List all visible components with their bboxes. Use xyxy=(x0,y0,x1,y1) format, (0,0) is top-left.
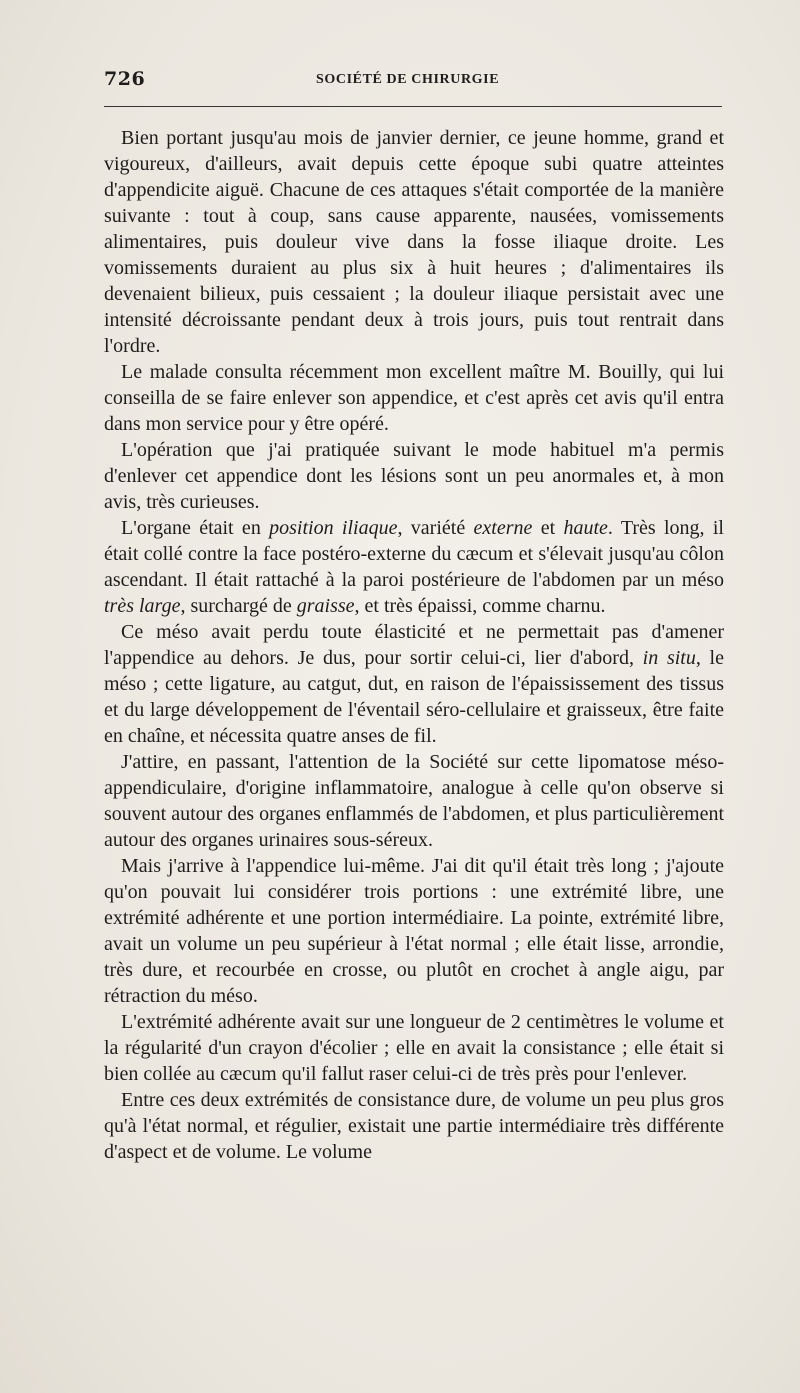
paragraph xyxy=(104,125,724,359)
paragraph xyxy=(104,619,724,749)
page-header xyxy=(104,68,722,92)
paragraph xyxy=(104,359,724,437)
text-run: Le malade consulta récemment mon excellent maître M. Bouilly, qui lui conseilla de se faire enlever son appendice, et c'est après cet avis qu'il entra dans mon service pour y être opéré. xyxy=(104,361,724,435)
paragraph xyxy=(104,1009,724,1087)
paragraph xyxy=(104,749,724,853)
text-run: , surchargé de xyxy=(180,595,297,617)
text-run: , et très épaissi, comme charnu. xyxy=(354,595,606,617)
text-run: , variété xyxy=(397,517,474,539)
body-text xyxy=(104,125,724,1165)
paragraph xyxy=(104,1087,724,1165)
paragraph xyxy=(104,853,724,1009)
text-run: Entre ces deux extrémités de consistance dure, de volume un peu plus gros qu'à l'état normal, et régulier, existait une partie intermédiaire très différente d'aspect et de volume. Le volume xyxy=(104,1089,724,1163)
text-run: Mais j'arrive à l'appendice lui-même. J'ai dit qu'il était très long ; j'ajoute qu'on pouvait lui considérer trois portions : une extrémité libre, une extrémité adhérente et une portion intermédiaire. La pointe, extrémité libre, avait un volume un peu supérieur à l'état normal ; elle était lisse, arrondie, très dure, et recourbée en crosse, ou plutôt en crochet à angle aigu, par rétraction du méso. xyxy=(104,855,724,1007)
page-number: 726 xyxy=(104,68,146,90)
italic-text: haute xyxy=(563,517,608,539)
italic-text: position iliaque xyxy=(269,517,398,539)
header-rule xyxy=(104,106,722,107)
italic-text: externe xyxy=(473,517,533,539)
text-run: L'opération que j'ai pratiquée suivant le mode habituel m'a permis d'enlever cet appendice dont les lésions sont un peu anormales et, à mon avis, très curieuses. xyxy=(104,439,724,513)
text-run: et xyxy=(532,517,564,539)
text-run: . Très long, il était collé contre la face postéro-externe du cæcum et s'élevait jusqu'au côlon ascendant. Il était rattaché à la paroi postérieure de l'abdomen par un méso xyxy=(104,517,724,591)
italic-text: in situ xyxy=(642,647,696,669)
running-title: SOCIÉTÉ DE CHIRURGIE xyxy=(316,72,500,87)
paragraph xyxy=(104,437,724,515)
text-run: J'attire, en passant, l'attention de la Société sur cette lipomatose méso-appendiculaire, d'origine inflammatoire, analogue à celle qu'on observe si souvent autour des organes enflammés de l'abdomen, et plus particulièrement autour des organes urinaires sous-séreux. xyxy=(104,751,724,851)
text-run: L'extrémité adhérente avait sur une longueur de 2 centimètres le volume et la régularité d'un crayon d'écolier ; elle en avait la consistance ; elle était si bien collée au cæcum qu'il fallut raser celui-ci de très près pour l'enlever. xyxy=(104,1011,724,1085)
text-run: L'organe était en xyxy=(121,517,270,539)
italic-text: très large xyxy=(104,595,181,617)
italic-text: graisse xyxy=(296,595,355,617)
paragraph xyxy=(104,515,724,619)
text-run: Ce méso avait perdu toute élasticité et ne permettait pas d'amener l'appendice au dehors. Je dus, pour sortir celui-ci, lier d'abord, xyxy=(104,621,724,669)
text-run: , le méso ; cette ligature, au catgut, dut, en raison de l'épaississement des tissus et du large développement de l'éventail séro-cellulaire et graisseux, être faite en chaîne, et nécessita quatre anses de fil. xyxy=(104,647,724,747)
text-run: Bien portant jusqu'au mois de janvier dernier, ce jeune homme, grand et vigoureux, d'ailleurs, avait depuis cette époque subi quatre atteintes d'appendicite aiguë. Chacune de ces attaques s'était comportée de la manière suivante : tout à coup, sans cause apparente, nausées, vomissements alimentaires, puis douleur vive dans la fosse iliaque droite. Les vomissements duraient au plus six à huit heures ; d'alimentaires ils devenaient bilieux, puis cessaient ; la douleur iliaque persistait avec une intensité décroissante pendant deux à trois jours, puis tout rentrait dans l'ordre. xyxy=(104,127,724,357)
